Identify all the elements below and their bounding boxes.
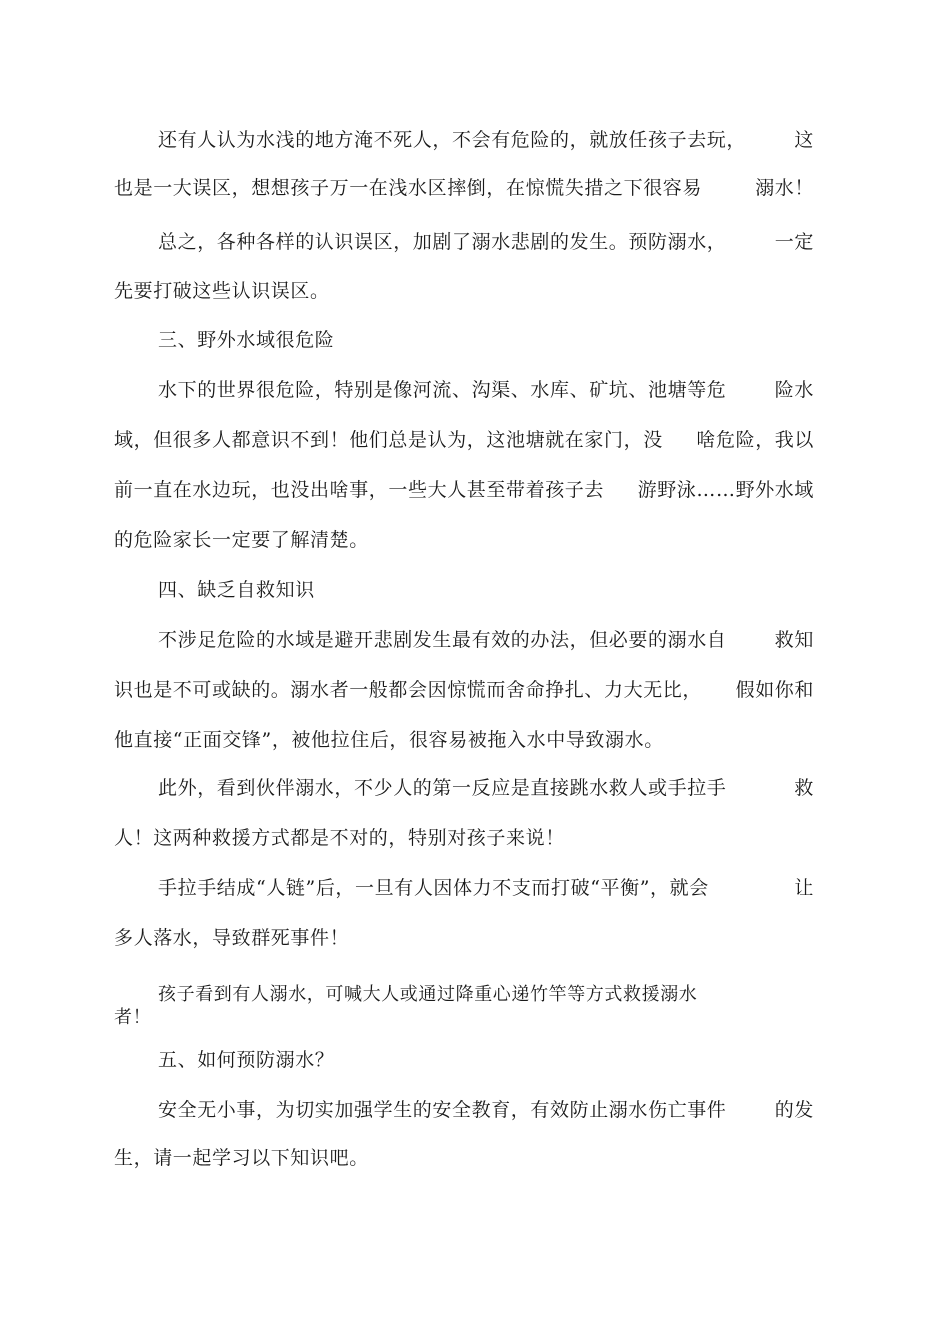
text-span: 这	[794, 129, 814, 151]
text-span: 孩子看到有人溺水，可喊大人或通过降重心递竹竿等方式救援溺水	[158, 984, 698, 1005]
paragraph-line	[114, 678, 814, 702]
text-span: 啥危险，我以	[696, 429, 814, 451]
paragraph-line	[114, 528, 814, 552]
text-span: 还有人认为水浅的地方淹不死人，不会有危险的，就放任孩子去玩，	[158, 129, 747, 151]
text-span: 他直接“正面交锋”，被他拉住后，很容易被拖入水中导致溺水。	[114, 729, 664, 751]
section-heading	[158, 1048, 814, 1072]
paragraph-line	[114, 1146, 814, 1170]
text-span: 不涉足危险的水域是避开悲剧发生最有效的办法，但必要的溺水自	[158, 629, 727, 651]
paragraph-line	[114, 279, 814, 303]
text-span: 多人落水，导致群死事件！	[114, 927, 350, 949]
paragraph-line	[114, 1006, 814, 1030]
text-span: 游野泳……野外水域	[637, 479, 814, 501]
text-span: 手拉手结成“人链”后，一旦有人因体力不支而打破“平衡”，就会	[158, 877, 709, 899]
section-heading	[158, 578, 814, 602]
paragraph-line	[114, 926, 814, 950]
text-span: 的危险家长一定要了解清楚。	[114, 529, 369, 551]
paragraph-line	[158, 1098, 814, 1122]
paragraph-line	[158, 128, 814, 152]
heading-text: 三、野外水域很危险	[158, 329, 335, 351]
paragraph-line	[158, 230, 814, 254]
paragraph-line	[114, 176, 814, 200]
paragraph-line	[158, 628, 814, 652]
text-span: 救	[794, 777, 814, 799]
paragraph-line	[114, 728, 814, 752]
text-span: 域，但很多人都意识不到！他们总是认为，这池塘就在家门，没	[114, 429, 663, 451]
heading-text: 五、如何预防溺水？	[158, 1049, 335, 1071]
paragraph-line	[158, 776, 814, 800]
text-span: 的发	[774, 1099, 814, 1121]
text-span: 人！这两种救援方式都是不对的，特别对孩子来说！	[114, 827, 565, 849]
text-span: 识也是不可或缺的。溺水者一般都会因惊慌而舍命挣扎、力大无比，	[114, 679, 703, 701]
text-span: 安全无小事，为切实加强学生的安全教育，有效防止溺水伤亡事件	[158, 1099, 727, 1121]
text-span: 者！	[114, 1007, 152, 1028]
heading-text: 四、缺乏自救知识	[158, 579, 315, 601]
text-span: 先要打破这些认识误区。	[114, 280, 330, 302]
paragraph-line	[158, 876, 814, 900]
text-span: 假如你和	[735, 679, 814, 701]
text-span: 救知	[774, 629, 814, 651]
text-span: 险水	[774, 379, 814, 401]
paragraph-line	[158, 378, 814, 402]
text-span: 前一直在水边玩，也没出啥事，一些大人甚至带着孩子去	[114, 479, 605, 501]
text-span: 让	[794, 877, 814, 899]
section-heading	[158, 328, 814, 352]
text-span: 生，请一起学习以下知识吧。	[114, 1147, 369, 1169]
text-span: 也是一大误区，想想孩子万一在浅水区摔倒，在惊慌失措之下很容易	[114, 177, 703, 199]
paragraph-line	[114, 826, 814, 850]
text-span: 溺水！	[755, 177, 814, 199]
text-span: 总之，各种各样的认识误区，加剧了溺水悲剧的发生。预防溺水，	[158, 231, 727, 253]
text-span: 此外，看到伙伴溺水，不少人的第一反应是直接跳水救人或手拉手	[158, 777, 727, 799]
text-span: 一定	[774, 231, 814, 253]
paragraph-line	[114, 428, 814, 452]
text-span: 水下的世界很危险，特别是像河流、沟渠、水库、矿坑、池塘等危	[158, 379, 727, 401]
paragraph-line	[158, 983, 814, 1007]
paragraph-line	[114, 478, 814, 502]
